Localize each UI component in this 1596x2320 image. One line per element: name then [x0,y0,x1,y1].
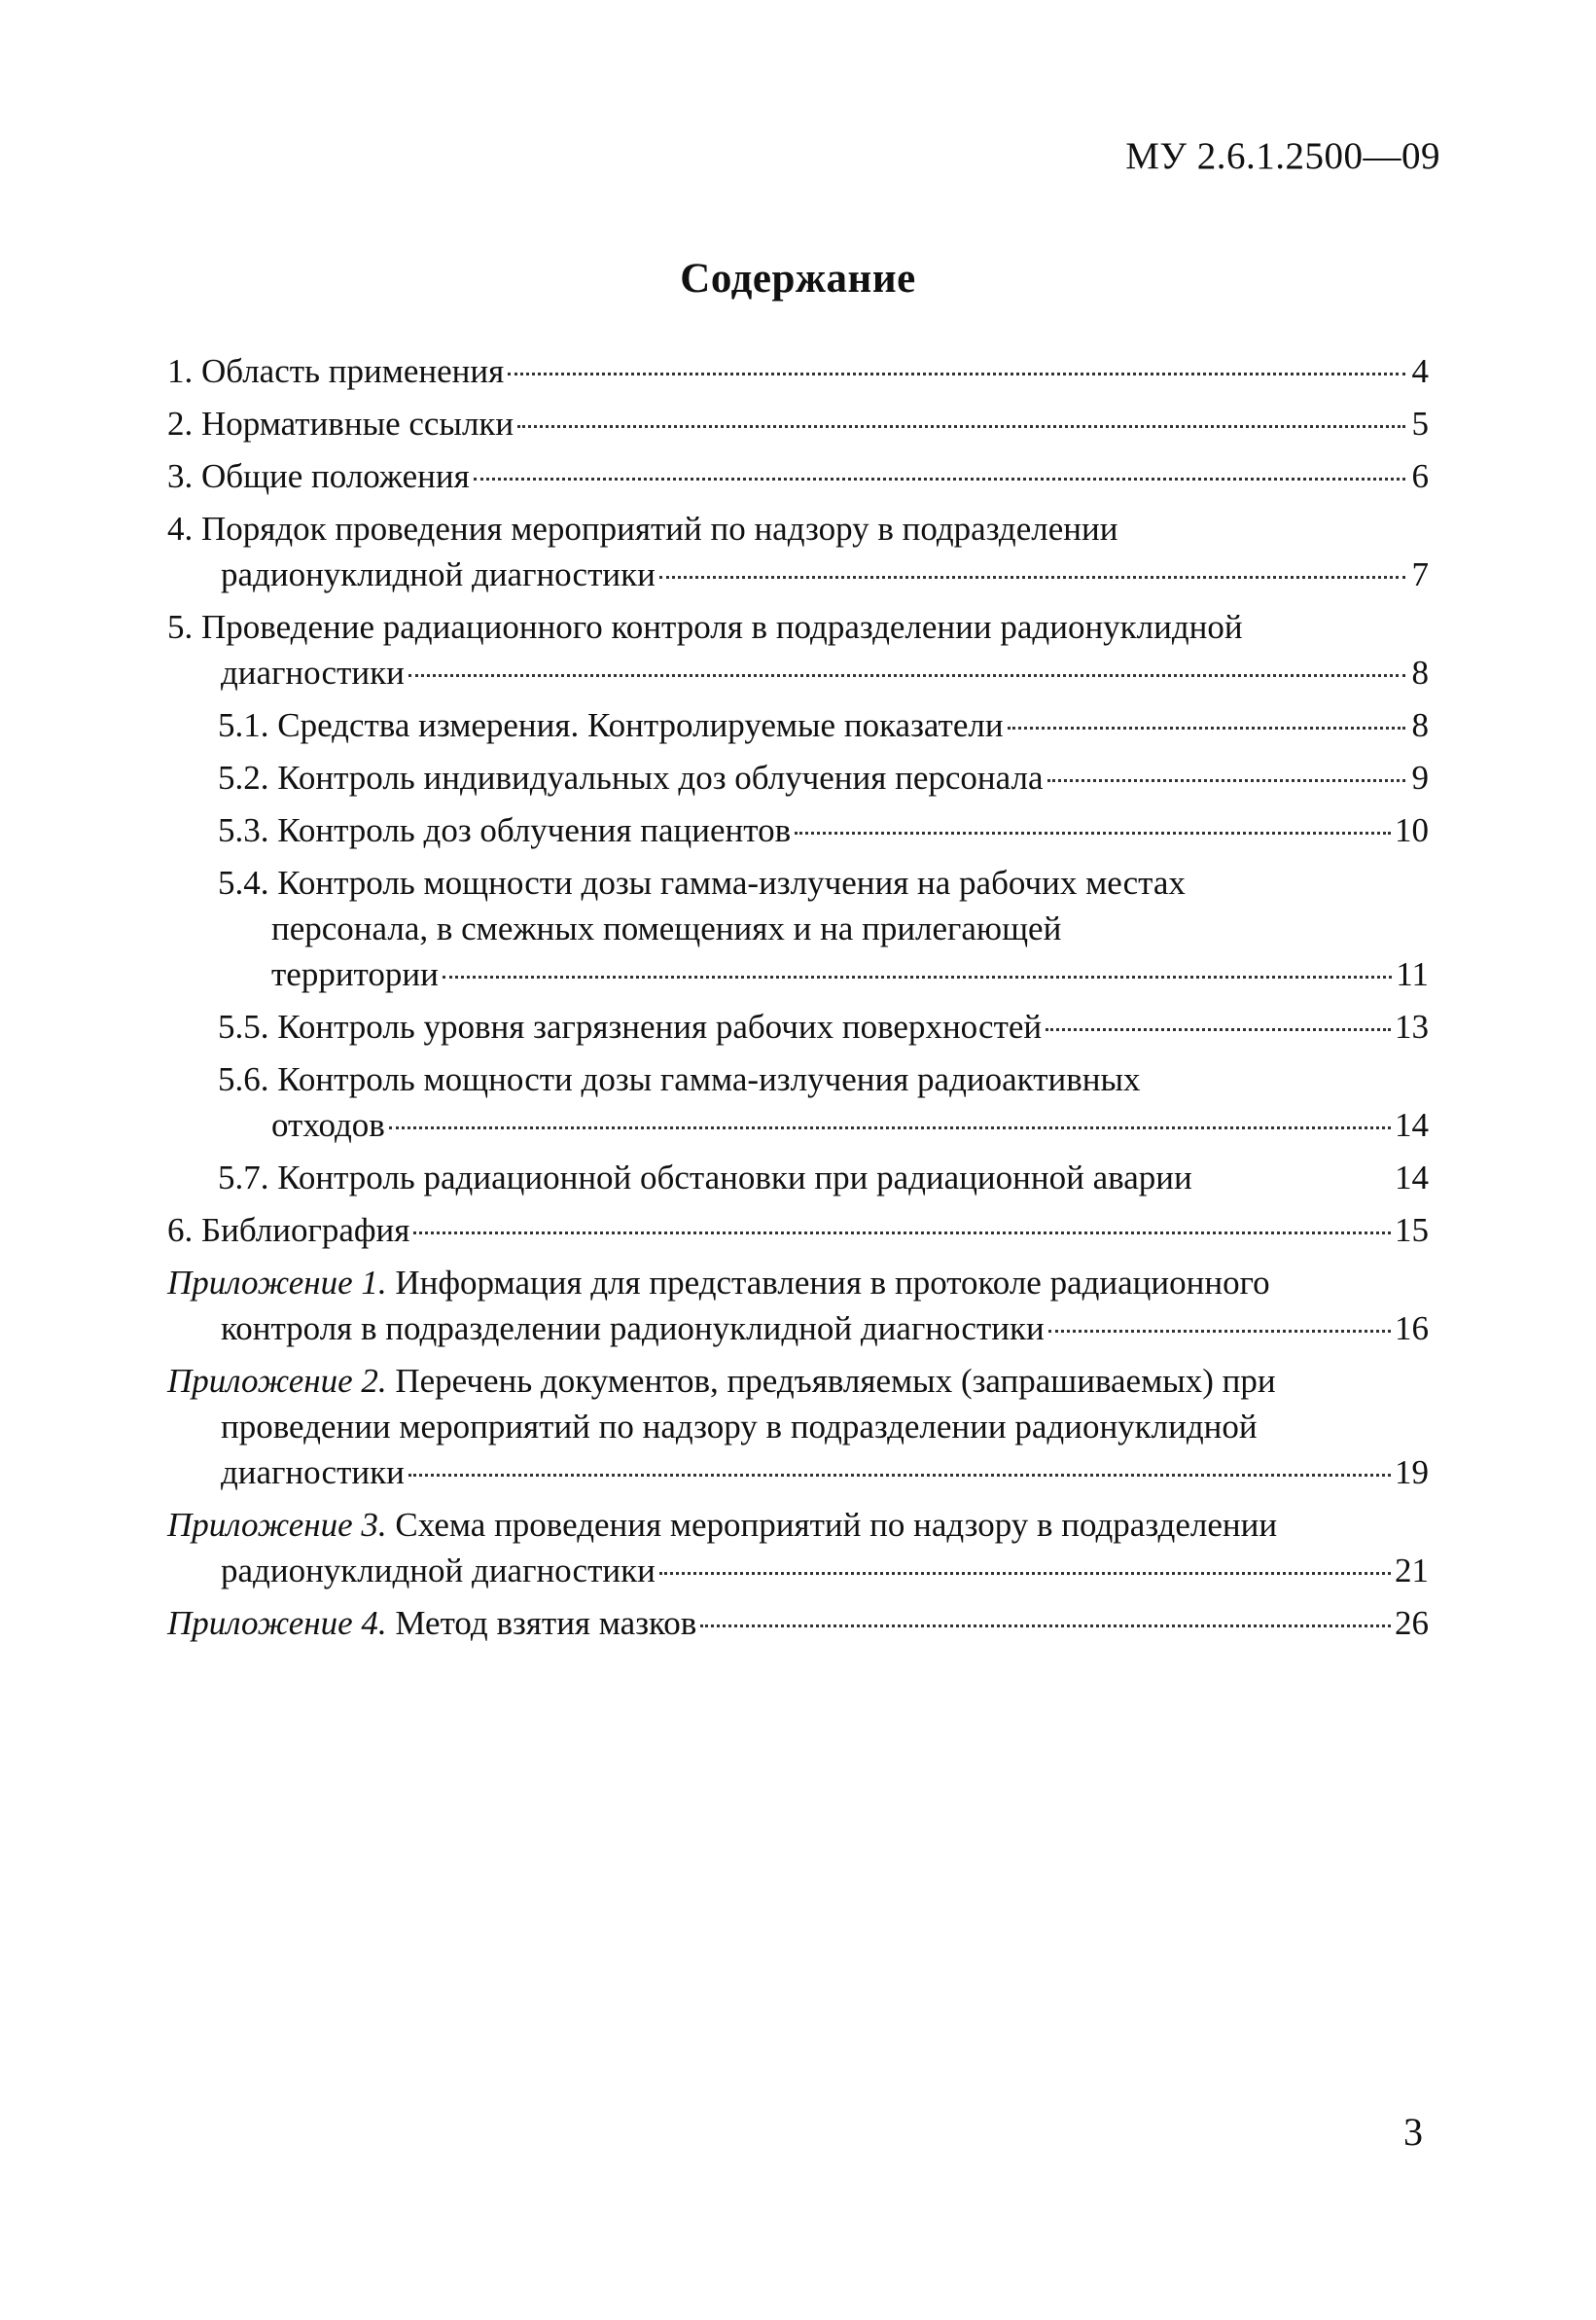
table-of-contents [167,348,1429,1653]
toc-page-number: 5 [1411,405,1429,443]
toc-entry[interactable] [167,604,1429,696]
toc-entry-text: радионуклидной диагностики [221,1552,656,1589]
dot-leader [408,674,1405,677]
dot-leader [389,1126,1391,1129]
toc-entry-text: 2. Нормативные ссылки [167,405,514,443]
toc-entry-text: Схема проведения мероприятий по надзору в подразделении [386,1506,1278,1544]
toc-entry-text: 5.7. Контроль радиационной обстановки при радиационной аварии [218,1159,1192,1196]
dot-leader [1046,1028,1391,1031]
toc-entry-text: 6. Библиография [167,1211,410,1249]
dot-leader [413,1231,1391,1234]
toc-entry-text: 4. Порядок проведения мероприятий по надзору в подразделении [167,510,1118,548]
toc-entry[interactable] [167,1004,1429,1050]
dot-leader [795,832,1391,835]
toc-entry[interactable] [167,348,1429,394]
document-code: МУ 2.6.1.2500—09 [1125,135,1440,177]
toc-entry-text: 3. Общие положения [167,457,470,495]
dot-leader [700,1624,1391,1627]
toc-page-number: 26 [1395,1604,1429,1642]
toc-entry-text: контроля в подразделении радионуклидной диагностики [221,1309,1045,1347]
toc-entry-text: 5.4. Контроль мощности дозы гамма-излучения на рабочих местах [218,864,1186,902]
toc-entry-text: территории [271,955,439,993]
toc-page-number: 19 [1395,1453,1429,1491]
toc-entry[interactable] [167,506,1429,597]
toc-entry-text: Метод взятия мазков [386,1604,697,1642]
toc-entry[interactable] [167,1260,1429,1351]
toc-page-number: 14 [1395,1106,1429,1144]
toc-entry-text: Информация для представления в протоколе радиационного [386,1264,1270,1302]
page-number: 3 [1403,2110,1423,2154]
toc-page-number: 14 [1395,1159,1429,1196]
appendix-prefix: Приложение 2. [167,1362,387,1400]
toc-entry-text: 5.5. Контроль уровня загрязнения рабочих поверхностей [218,1008,1043,1046]
toc-entry[interactable] [167,860,1429,997]
toc-title: Содержание [680,256,916,302]
toc-page-number: 7 [1411,555,1429,593]
toc-entry-text: 5.6. Контроль мощности дозы гамма-излучения радиоактивных [218,1060,1141,1098]
toc-entry[interactable] [167,453,1429,499]
dot-leader [659,576,1405,579]
toc-entry[interactable] [167,1207,1429,1253]
toc-entry[interactable] [167,807,1429,853]
toc-entry[interactable] [167,1502,1429,1593]
toc-entry-text: персонала, в смежных помещениях и на прилегающей [271,910,1062,947]
toc-entry[interactable] [167,1600,1429,1646]
toc-entry-text: 5. Проведение радиационного контроля в подразделении радионуклидной [167,608,1243,646]
dot-leader [443,976,1392,979]
toc-entry-text: Перечень документов, предъявляемых (запрашиваемых) при [386,1362,1276,1400]
toc-page-number: 11 [1396,955,1429,993]
toc-entry[interactable] [167,755,1429,801]
dot-leader [659,1572,1391,1575]
toc-entry-text: диагностики [221,654,405,692]
appendix-prefix: Приложение 3. [167,1506,387,1544]
dot-leader [1048,1330,1391,1333]
toc-entry-text: 5.3. Контроль доз облучения пациентов [218,811,792,849]
toc-page-number: 6 [1411,457,1429,495]
dot-leader [508,373,1405,375]
toc-entry-text: 5.1. Средства измерения. Контролируемые показатели [218,706,1004,744]
toc-entry-text: диагностики [221,1453,405,1491]
toc-page-number: 16 [1395,1309,1429,1347]
toc-page-number: 21 [1395,1552,1429,1589]
toc-page-number: 4 [1411,352,1429,390]
toc-entry[interactable] [167,702,1429,748]
toc-page-number: 8 [1411,706,1429,744]
toc-page-number: 13 [1395,1008,1429,1046]
dot-leader [408,1474,1391,1477]
toc-entry-text: проведении мероприятий по надзору в подразделении радионуклидной [221,1408,1258,1446]
toc-entry-text: 5.2. Контроль индивидуальных доз облучения персонала [218,759,1044,797]
dot-leader [474,478,1405,481]
toc-entry[interactable] [167,401,1429,446]
dot-leader [1047,779,1406,782]
toc-entry-text: 1. Область применения [167,352,505,390]
appendix-prefix: Приложение 1. [167,1264,387,1302]
dot-leader [517,425,1405,428]
appendix-prefix: Приложение 4. [167,1604,387,1642]
toc-page-number: 9 [1411,759,1429,797]
toc-entry[interactable] [167,1056,1429,1148]
toc-page-number: 8 [1411,654,1429,692]
toc-page-number: 10 [1395,811,1429,849]
toc-entry[interactable] [167,1358,1429,1495]
toc-entry-text: радионуклидной диагностики [221,555,656,593]
toc-entry-text: отходов [271,1106,385,1144]
dot-leader [1008,727,1405,730]
toc-entry[interactable] [167,1155,1429,1200]
toc-page-number: 15 [1395,1211,1429,1249]
